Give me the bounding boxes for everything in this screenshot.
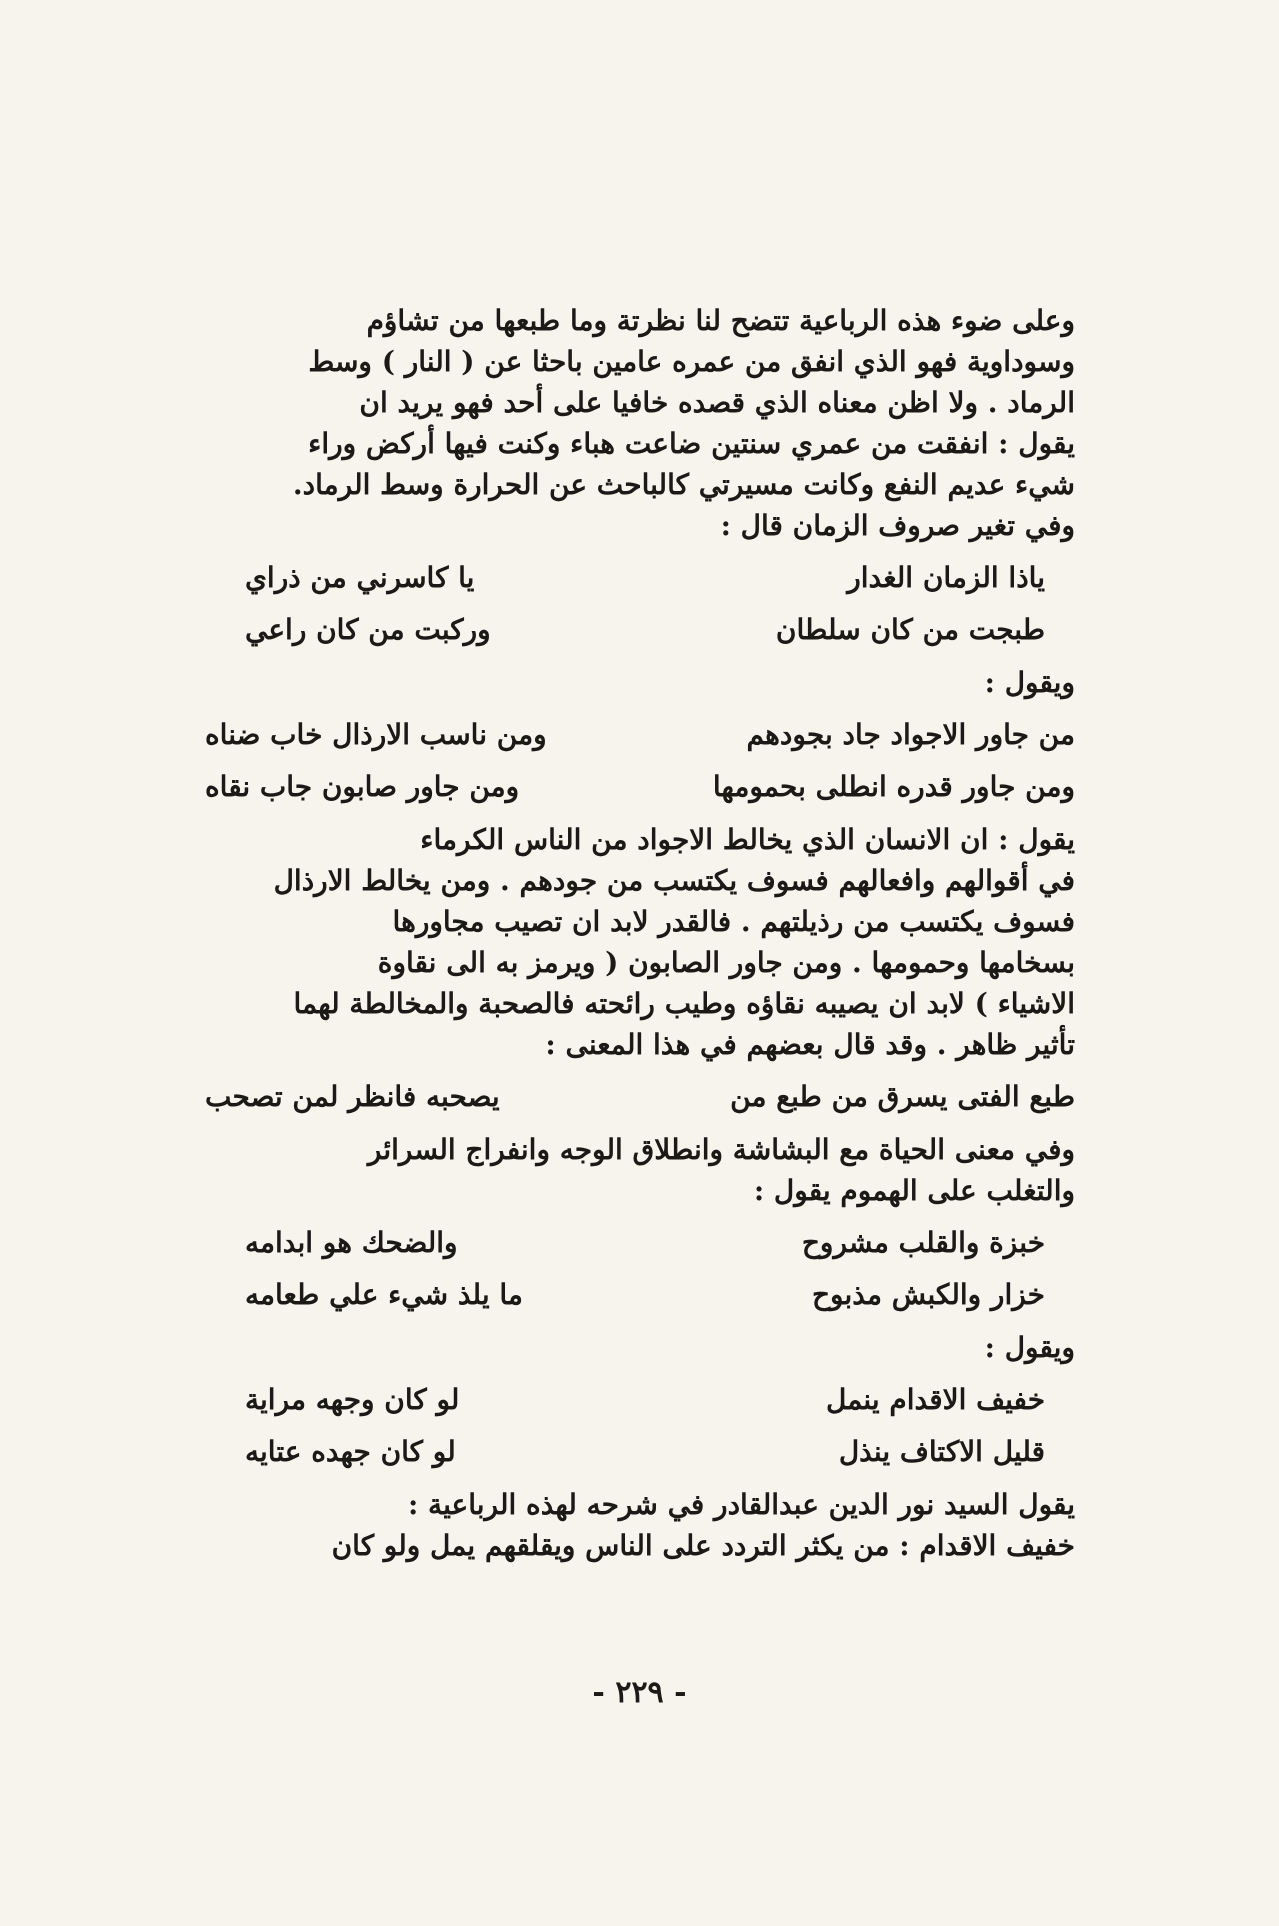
paragraph-1 bbox=[205, 300, 1075, 546]
verse-second-hemistich: ما يلذ شيء علي طعامه bbox=[245, 1278, 523, 1311]
verse-couplet bbox=[205, 610, 1075, 650]
verse-first-hemistich: قليل الاكتاف ينذل bbox=[838, 1435, 1045, 1468]
text-line: فسوف يكتسب من رذيلتهم . فالقدر لابد ان تصيب مجاورها bbox=[392, 905, 1075, 938]
text-line: يقول السيد نور الدين عبدالقادر في شرحه لهذه الرباعية : bbox=[407, 1488, 1075, 1521]
verse-block-1 bbox=[205, 558, 1075, 650]
verse-first-hemistich: خفيف الاقدام ينمل bbox=[826, 1383, 1045, 1416]
verse-couplet bbox=[205, 715, 1075, 755]
verse-first-hemistich: طبع الفتى يسرق من طبع من bbox=[730, 1080, 1075, 1113]
text-line: وسوداوية فهو الذي انفق من عمره عامين باحثا عن ( النار ) وسط bbox=[308, 345, 1075, 378]
verse-first-hemistich: ومن جاور قدره انطلى بحمومها bbox=[712, 770, 1075, 803]
verse-second-hemistich: ومن جاور صابون جاب نقاه bbox=[205, 770, 520, 803]
text-line: يقول : انفقت من عمري سنتين ضاعت هباء وكنت فيها أركض وراء bbox=[308, 427, 1075, 460]
verse-block-3 bbox=[205, 1077, 1075, 1117]
page-number: - ٢٢٩ - bbox=[592, 1675, 687, 1710]
verse-intro: ويقول : bbox=[984, 1331, 1075, 1364]
verse-couplet bbox=[205, 767, 1075, 807]
verse-second-hemistich: يا كاسرني من ذراي bbox=[245, 561, 475, 594]
text-line: يقول : ان الانسان الذي يخالط الاجواد من الناس الكرماء bbox=[420, 823, 1075, 856]
text-line: الاشياء ) لابد ان يصيبه نقاؤه وطيب رائحته فالصحبة والمخالطة لهما bbox=[293, 987, 1075, 1020]
verse-block-5 bbox=[205, 1380, 1075, 1472]
verse-first-hemistich: طبجت من كان سلطان bbox=[775, 613, 1045, 646]
paragraph-3 bbox=[205, 1129, 1075, 1211]
text-line: تأثير ظاهر . وقد قال بعضهم في هذا المعنى : bbox=[545, 1028, 1075, 1061]
text-line: وفي معنى الحياة مع البشاشة وانطلاق الوجه وانفراج السرائر bbox=[367, 1133, 1075, 1166]
verse-second-hemistich: وركبت من كان راعي bbox=[245, 613, 491, 646]
verse-second-hemistich: ومن ناسب الارذال خاب ضناه bbox=[205, 718, 547, 751]
page-body bbox=[205, 300, 1075, 1566]
verse-couplet bbox=[205, 1275, 1075, 1315]
verse-couplet bbox=[205, 1380, 1075, 1420]
text-line: بسخامها وحمومها . ومن جاور الصابون ( ويرمز به الى نقاوة bbox=[377, 946, 1075, 979]
verse-block-4 bbox=[205, 1223, 1075, 1315]
text-line: وفي تغير صروف الزمان قال : bbox=[720, 509, 1075, 542]
paragraph-2 bbox=[205, 819, 1075, 1065]
verse-first-hemistich: خبزة والقلب مشروح bbox=[801, 1226, 1045, 1259]
text-line: في أقوالهم وافعالهم فسوف يكتسب من جودهم . ومن يخالط الارذال bbox=[273, 864, 1075, 897]
text-line: الرماد . ولا اظن معناه الذي قصده خافيا على أحد فهو يريد ان bbox=[359, 386, 1075, 419]
verse-first-hemistich: ياذا الزمان الغدار bbox=[847, 561, 1045, 594]
verse-second-hemistich: لو كان وجهه مراية bbox=[245, 1383, 460, 1416]
paragraph-4 bbox=[205, 1484, 1075, 1566]
verse-intro: ويقول : bbox=[984, 666, 1075, 699]
verse-couplet bbox=[205, 1077, 1075, 1117]
text-line: خفيف الاقدام : من يكثر التردد على الناس ويقلقهم يمل ولو كان bbox=[331, 1529, 1075, 1562]
verse-block-2 bbox=[205, 715, 1075, 807]
text-line: وعلى ضوء هذه الرباعية تتضح لنا نظرتة وما طبعها من تشاؤم bbox=[366, 304, 1075, 337]
verse-second-hemistich: لو كان جهده عتايه bbox=[245, 1435, 456, 1468]
verse-couplet bbox=[205, 1223, 1075, 1263]
text-line: والتغلب على الهموم يقول : bbox=[753, 1174, 1075, 1207]
verse-second-hemistich: والضحك هو ابدامه bbox=[245, 1226, 458, 1259]
verse-couplet bbox=[205, 558, 1075, 598]
text-line: شيء عديم النفع وكانت مسيرتي كالباحث عن الحرارة وسط الرماد. bbox=[292, 468, 1075, 501]
verse-first-hemistich: خزار والكبش مذبوح bbox=[811, 1278, 1045, 1311]
verse-couplet bbox=[205, 1432, 1075, 1472]
verse-first-hemistich: من جاور الاجواد جاد بجودهم bbox=[746, 718, 1075, 751]
verse-second-hemistich: يصحبه فانظر لمن تصحب bbox=[205, 1080, 500, 1113]
